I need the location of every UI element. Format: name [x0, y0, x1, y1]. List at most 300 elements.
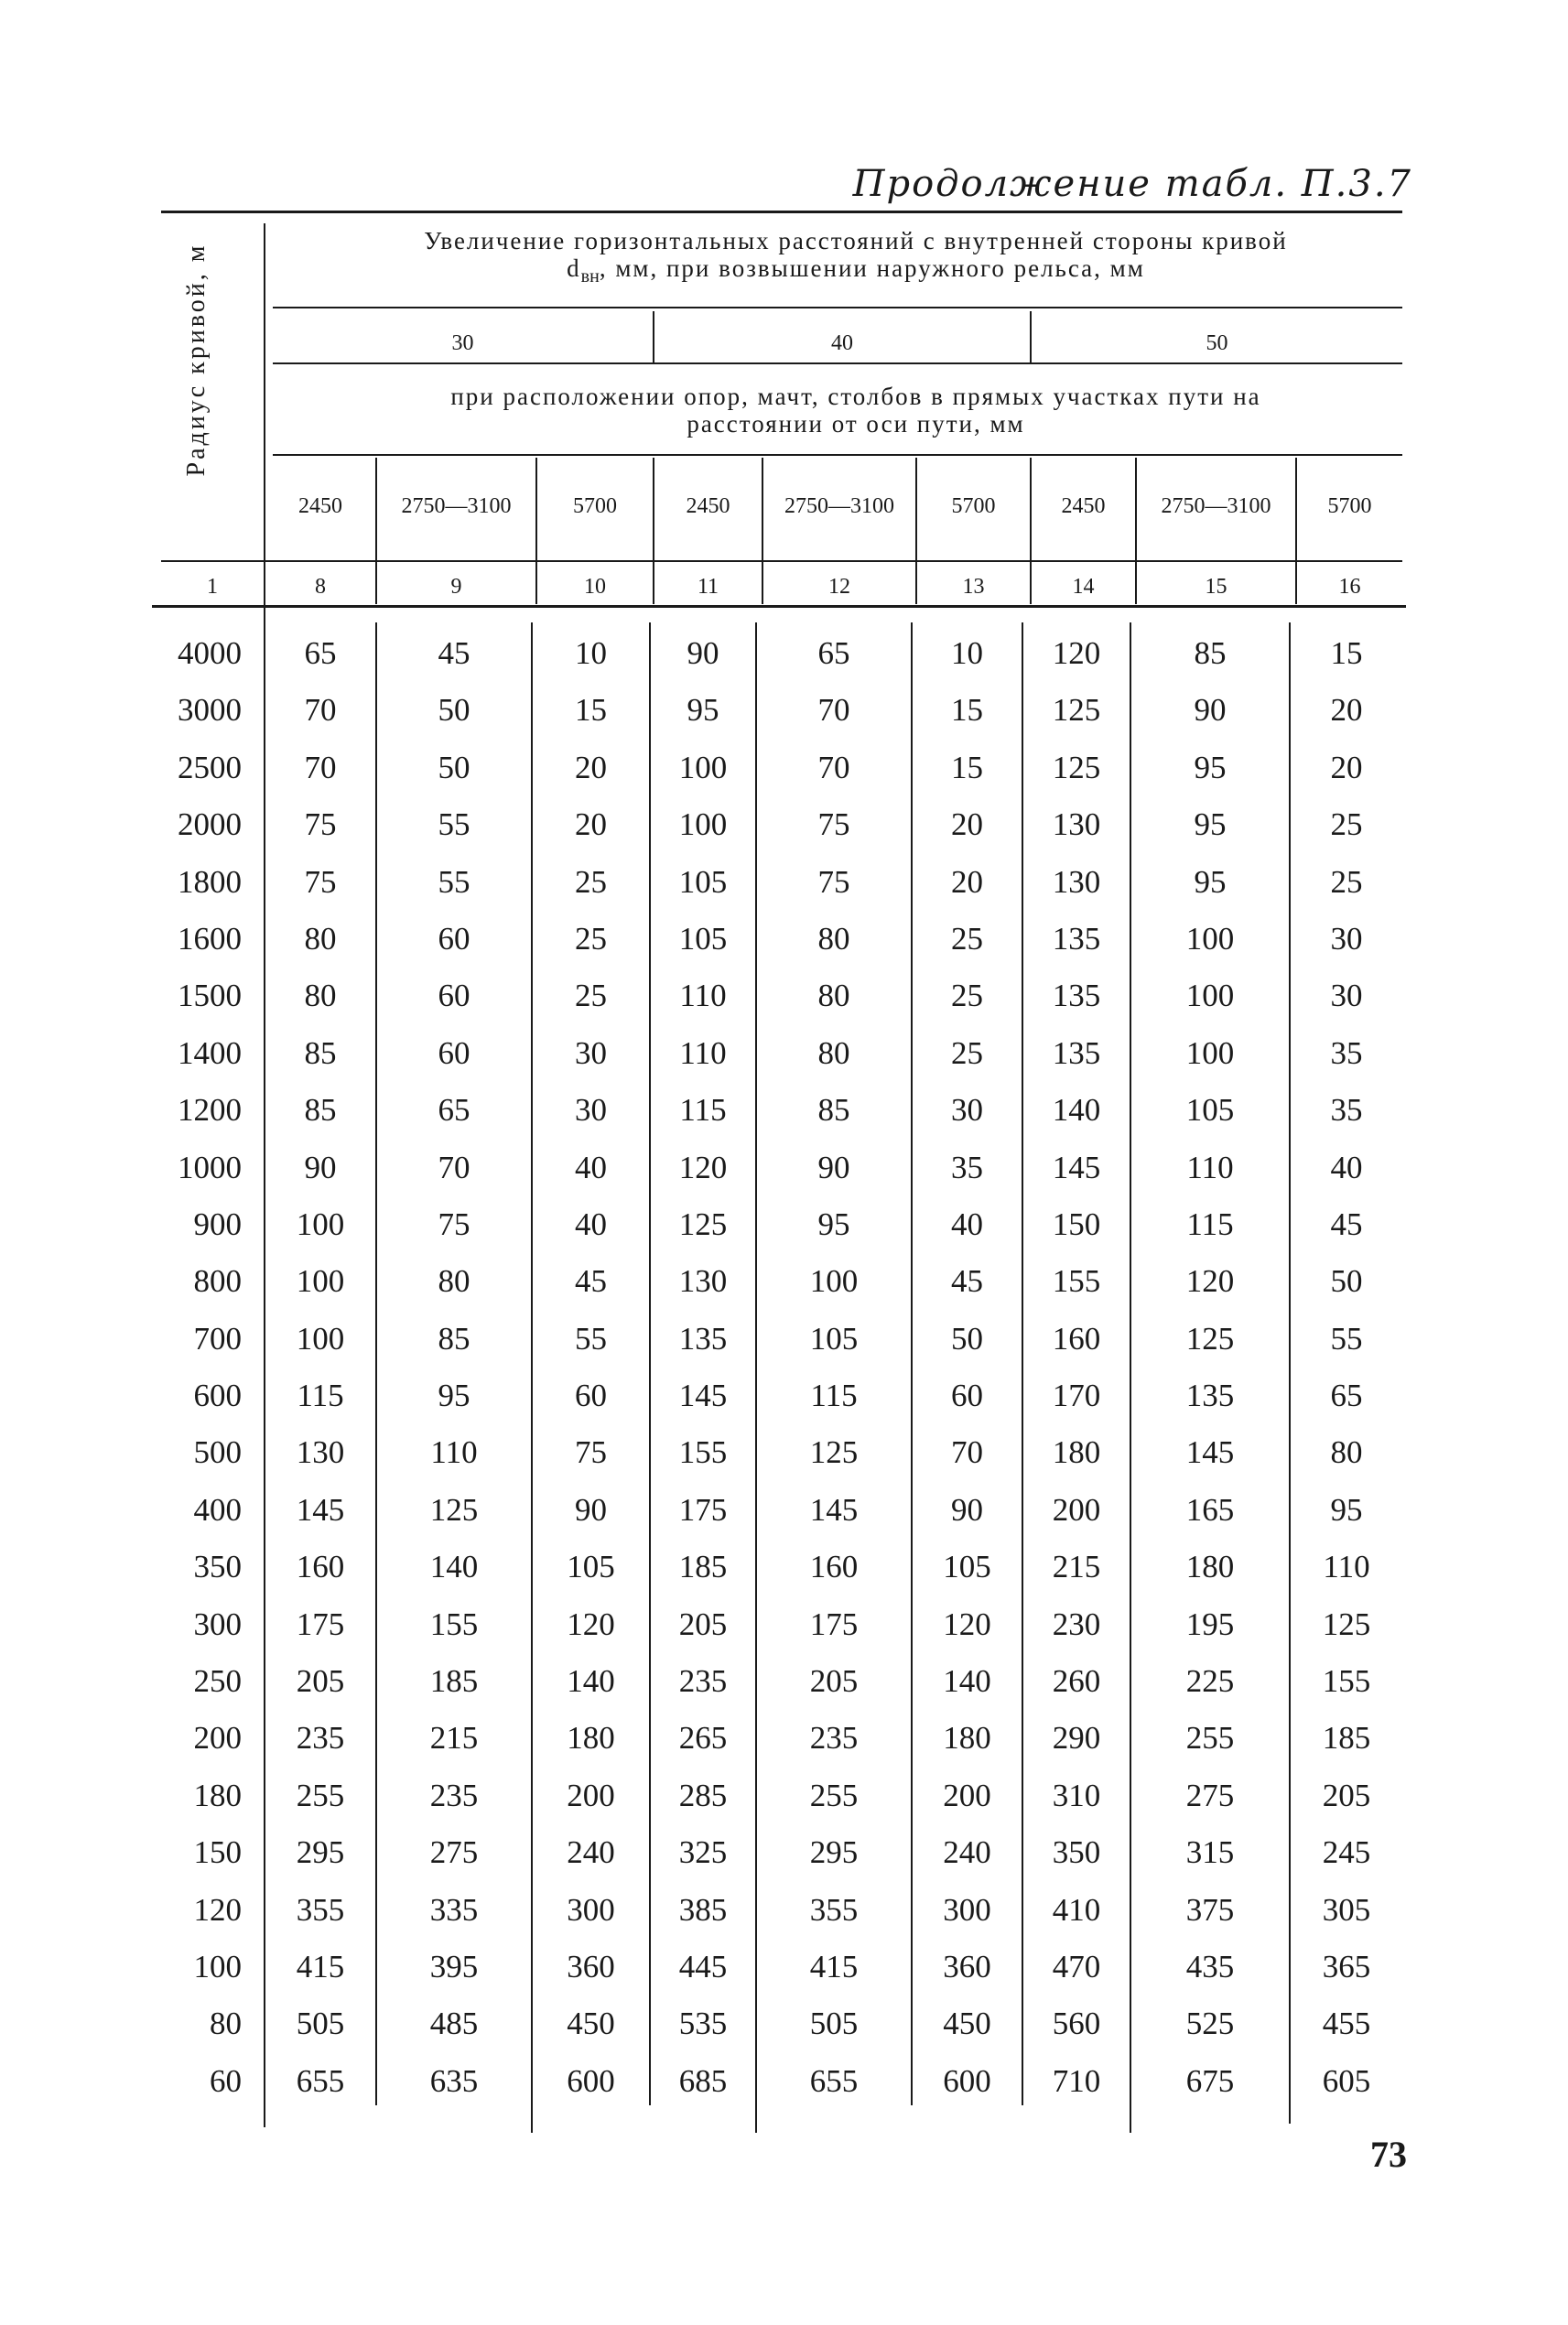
table-cell: 30 [1330, 920, 1363, 957]
table-cell: 180 [567, 1720, 615, 1757]
table-cell: 600 [193, 1378, 242, 1414]
table-cell: 110 [1323, 1549, 1370, 1585]
table-cell: 160 [1052, 1320, 1101, 1357]
table-cell: 265 [678, 1720, 728, 1757]
table-cell: 95 [1330, 1491, 1363, 1528]
table-cell: 120 [567, 1606, 615, 1642]
table-cell: 505 [809, 2006, 859, 2042]
table-cell: 100 [296, 1263, 345, 1300]
table-cell: 140 [943, 1663, 991, 1700]
table-cell: 115 [297, 1378, 344, 1414]
table-cell: 175 [296, 1606, 345, 1642]
table-cell: 85 [817, 1092, 850, 1129]
table-cell: 140 [567, 1663, 615, 1700]
table-cell: 3000 [178, 692, 242, 729]
table-cell: 365 [1322, 1948, 1371, 1984]
col-number-1: 1 [207, 575, 218, 599]
table-cell: 100 [678, 806, 728, 843]
table-cell: 60 [438, 920, 470, 957]
table-cell: 90 [817, 1149, 850, 1185]
table-cell: 15 [575, 692, 607, 729]
table-cell: 70 [304, 692, 337, 729]
table-cell: 80 [1330, 1434, 1363, 1471]
table-cell: 125 [1185, 1320, 1235, 1357]
table-cell: 185 [429, 1663, 479, 1700]
table-cell: 75 [304, 863, 337, 900]
table-cell: 25 [1330, 806, 1363, 843]
table-cell: 70 [304, 749, 337, 785]
table-cell: 45 [438, 635, 470, 671]
table-cell: 115 [679, 1092, 727, 1129]
table-cell: 205 [809, 1663, 859, 1700]
table-cell: 185 [1322, 1720, 1371, 1757]
table-cell: 180 [1185, 1549, 1235, 1585]
table-cell: 135 [1052, 1034, 1101, 1071]
table-cell: 60 [951, 1378, 983, 1414]
table-cell: 50 [1330, 1263, 1363, 1300]
distance-col-11: 2450 [686, 494, 730, 518]
table-cell: 25 [951, 1034, 983, 1071]
table-cell: 150 [1052, 1206, 1101, 1242]
table-cell: 185 [678, 1549, 728, 1585]
table-cell: 700 [193, 1320, 242, 1357]
table-cell: 155 [1322, 1663, 1371, 1700]
table-cell: 115 [1186, 1206, 1234, 1242]
table-cell: 385 [678, 1891, 728, 1928]
table-cell: 125 [1052, 692, 1101, 729]
table-cell: 125 [1052, 749, 1101, 785]
table-cell: 20 [1330, 692, 1363, 729]
table-cell: 100 [193, 1948, 242, 1984]
elevation-50: 50 [1206, 331, 1228, 355]
table-cell: 40 [1330, 1149, 1363, 1185]
placement-header: при расположении опор, мачт, столбов в прямых участках пути на расстоянии от оси пути, мм [450, 383, 1261, 438]
table-cell: 65 [304, 635, 337, 671]
table-cell: 655 [809, 2062, 859, 2099]
table-cell: 105 [1185, 1092, 1235, 1129]
table-cell: 90 [575, 1491, 607, 1528]
col-number-11: 11 [697, 575, 719, 599]
table-cell: 95 [1194, 863, 1227, 900]
table-cell: 100 [296, 1206, 345, 1242]
table-cell: 145 [296, 1491, 345, 1528]
table-cell: 445 [678, 1948, 728, 1984]
table-cell: 100 [1185, 978, 1235, 1014]
table-cell: 110 [430, 1434, 478, 1471]
table-cell: 285 [678, 1777, 728, 1813]
table-cell: 95 [438, 1378, 470, 1414]
table-cell: 435 [1185, 1948, 1235, 1984]
table-cell: 80 [304, 920, 337, 957]
col-number-12: 12 [828, 575, 850, 599]
table-cell: 30 [575, 1092, 607, 1129]
rule-below-placement [273, 454, 1402, 456]
page-number: 73 [1370, 2134, 1407, 2175]
table-caption: Продолжение табл. П.3.7 [852, 163, 1412, 205]
elevation-30: 30 [451, 331, 474, 355]
main-header [403, 227, 1309, 290]
table-cell: 20 [575, 806, 607, 843]
table-cell: 145 [678, 1378, 728, 1414]
table-cell: 160 [296, 1549, 345, 1585]
table-cell: 1000 [178, 1149, 242, 1185]
table-cell: 1200 [178, 1092, 242, 1129]
rule-below-elevations [273, 362, 1402, 364]
table-cell: 70 [438, 1149, 470, 1185]
table-cell: 20 [951, 806, 983, 843]
table-cell: 195 [1185, 1606, 1235, 1642]
table-cell: 200 [1052, 1491, 1101, 1528]
table-cell: 505 [296, 2006, 345, 2042]
table-cell: 200 [943, 1777, 991, 1813]
main-header-text: Увеличение горизонтальных расстояний с внутренней стороны кривой d [424, 227, 1288, 282]
table-cell: 160 [809, 1549, 859, 1585]
table-cell: 40 [575, 1206, 607, 1242]
table-cell: 70 [951, 1434, 983, 1471]
table-cell: 90 [951, 1491, 983, 1528]
table-cell: 290 [1052, 1720, 1101, 1757]
table-cell: 205 [1322, 1777, 1371, 1813]
table-cell: 225 [1185, 1663, 1235, 1700]
table-cell: 140 [429, 1549, 479, 1585]
table-cell: 500 [193, 1434, 242, 1471]
table-cell: 60 [210, 2062, 242, 2099]
table-cell: 155 [429, 1606, 479, 1642]
table-cell: 95 [1194, 749, 1227, 785]
table-cell: 50 [438, 749, 470, 785]
table-cell: 450 [943, 2006, 991, 2042]
table-cell: 260 [1052, 1663, 1101, 1700]
table-cell: 235 [296, 1720, 345, 1757]
table-cell: 75 [304, 806, 337, 843]
col-number-14: 14 [1072, 575, 1095, 599]
table-cell: 300 [567, 1891, 615, 1928]
table-cell: 415 [296, 1948, 345, 1984]
table-cell: 80 [817, 978, 850, 1014]
table-cell: 145 [809, 1491, 859, 1528]
table-cell: 85 [1194, 635, 1227, 671]
table-cell: 2000 [178, 806, 242, 843]
table-cell: 215 [429, 1720, 479, 1757]
table-cell: 45 [1330, 1206, 1363, 1242]
table-cell: 85 [304, 1034, 337, 1071]
table-cell: 600 [567, 2062, 615, 2099]
table-cell: 1800 [178, 863, 242, 900]
table-cell: 235 [809, 1720, 859, 1757]
table-cell: 105 [809, 1320, 859, 1357]
distance-col-9: 2750—3100 [401, 494, 512, 518]
col-number-10: 10 [584, 575, 606, 599]
table-cell: 25 [575, 978, 607, 1014]
table-cell: 255 [809, 1777, 859, 1813]
table-cell: 315 [1185, 1834, 1235, 1871]
table-cell: 560 [1052, 2006, 1101, 2042]
table-cell: 105 [943, 1549, 991, 1585]
table-cell: 175 [678, 1491, 728, 1528]
table-cell: 80 [817, 920, 850, 957]
table-cell: 1500 [178, 978, 242, 1014]
table-cell: 110 [679, 1034, 727, 1071]
table-cell: 635 [429, 2062, 479, 2099]
table-cell: 400 [193, 1491, 242, 1528]
rule-below-title [273, 307, 1402, 308]
table-cell: 100 [809, 1263, 859, 1300]
table-cell: 45 [951, 1263, 983, 1300]
table-cell: 900 [193, 1206, 242, 1242]
table-cell: 75 [817, 863, 850, 900]
table-cell: 360 [567, 1948, 615, 1984]
table-cell: 100 [1185, 1034, 1235, 1071]
table-cell: 600 [943, 2062, 991, 2099]
table-cell: 235 [678, 1663, 728, 1700]
table-cell: 2500 [178, 749, 242, 785]
table-cell: 100 [1185, 920, 1235, 957]
table-cell: 655 [296, 2062, 345, 2099]
table-cell: 120 [943, 1606, 991, 1642]
table-cell: 25 [1330, 863, 1363, 900]
table-cell: 105 [567, 1549, 615, 1585]
main-header-tail: , мм, при возвышении наружного рельса, мм [599, 254, 1145, 282]
table-cell: 120 [678, 1149, 728, 1185]
main-header-subscript: вн [580, 266, 600, 287]
column-radius [156, 625, 242, 2110]
table-cell: 130 [678, 1263, 728, 1300]
table-cell: 60 [575, 1378, 607, 1414]
table-cell: 90 [687, 635, 719, 671]
table-cell: 25 [951, 978, 983, 1014]
table-cell: 25 [575, 920, 607, 957]
table-cell: 395 [429, 1948, 479, 1984]
table-cell: 170 [1052, 1378, 1101, 1414]
distance-col-15: 2750—3100 [1161, 494, 1271, 518]
table-cell: 375 [1185, 1891, 1235, 1928]
table-cell: 90 [1194, 692, 1227, 729]
table-cell: 15 [1330, 635, 1363, 671]
column-13 [913, 625, 1022, 2110]
table-cell: 95 [687, 692, 719, 729]
column-16 [1291, 625, 1402, 2110]
table-cell: 50 [951, 1320, 983, 1357]
table-cell: 30 [575, 1034, 607, 1071]
table-cell: 240 [943, 1834, 991, 1871]
table-cell: 15 [951, 692, 983, 729]
table-cell: 180 [943, 1720, 991, 1757]
rule-above-numbers [161, 560, 1402, 562]
table-cell: 85 [304, 1092, 337, 1129]
table-cell: 215 [1052, 1549, 1101, 1585]
col-number-13: 13 [962, 575, 985, 599]
table-cell: 65 [817, 635, 850, 671]
table-cell: 40 [951, 1206, 983, 1242]
table-cell: 80 [817, 1034, 850, 1071]
col-number-16: 16 [1338, 575, 1361, 599]
table-cell: 130 [1052, 806, 1101, 843]
table-cell: 115 [810, 1378, 858, 1414]
table-cell: 45 [575, 1263, 607, 1300]
table-cell: 275 [429, 1834, 479, 1871]
distance-col-10: 5700 [573, 494, 617, 518]
table-cell: 325 [678, 1834, 728, 1871]
table-cell: 95 [1194, 806, 1227, 843]
table-cell: 4000 [178, 635, 242, 671]
table-cell: 300 [193, 1606, 242, 1642]
table-cell: 305 [1322, 1891, 1371, 1928]
table-cell: 150 [193, 1834, 242, 1871]
table-cell: 245 [1322, 1834, 1371, 1871]
table-cell: 125 [678, 1206, 728, 1242]
table-cell: 65 [1330, 1378, 1363, 1414]
column-14 [1023, 625, 1130, 2110]
table-cell: 355 [296, 1891, 345, 1928]
table-cell: 90 [304, 1149, 337, 1185]
table-cell: 250 [193, 1663, 242, 1700]
table-cell: 140 [1052, 1092, 1101, 1129]
table-cell: 10 [951, 635, 983, 671]
table-cell: 125 [809, 1434, 859, 1471]
table-cell: 80 [438, 1263, 470, 1300]
distance-col-16: 5700 [1327, 494, 1372, 518]
col-number-9: 9 [450, 575, 462, 599]
table-cell: 255 [1185, 1720, 1235, 1757]
table-cell: 145 [1185, 1434, 1235, 1471]
column-8 [265, 625, 375, 2110]
table-cell: 75 [438, 1206, 470, 1242]
col-number-8: 8 [315, 575, 326, 599]
table-cell: 360 [943, 1948, 991, 1984]
table-cell: 10 [575, 635, 607, 671]
table-cell: 70 [817, 749, 850, 785]
table-cell: 30 [1330, 978, 1363, 1014]
table-cell: 470 [1052, 1948, 1101, 1984]
table-cell: 410 [1052, 1891, 1101, 1928]
table-cell: 95 [817, 1206, 850, 1242]
table-cell: 135 [678, 1320, 728, 1357]
radius-column-header: Радиус кривой, м [182, 243, 211, 477]
table-cell: 50 [438, 692, 470, 729]
column-10 [533, 625, 649, 2110]
table-cell: 120 [193, 1891, 242, 1928]
table-cell: 110 [679, 978, 727, 1014]
table-cell: 110 [1186, 1149, 1234, 1185]
table-cell: 85 [438, 1320, 470, 1357]
table-cell: 75 [817, 806, 850, 843]
table-cell: 55 [438, 863, 470, 900]
table-cell: 60 [438, 1034, 470, 1071]
column-15 [1131, 625, 1289, 2110]
table-cell: 30 [951, 1092, 983, 1129]
table-cell: 135 [1185, 1378, 1235, 1414]
table-cell: 55 [575, 1320, 607, 1357]
table-cell: 240 [567, 1834, 615, 1871]
table-cell: 525 [1185, 2006, 1235, 2042]
table-cell: 35 [951, 1149, 983, 1185]
table-cell: 350 [1052, 1834, 1101, 1871]
table-cell: 295 [809, 1834, 859, 1871]
rule-below-numbers [152, 605, 1406, 608]
table-cell: 80 [304, 978, 337, 1014]
table-cell: 35 [1330, 1092, 1363, 1129]
table-cell: 155 [678, 1434, 728, 1471]
table-cell: 165 [1185, 1491, 1235, 1528]
table-cell: 125 [429, 1491, 479, 1528]
table-cell: 1400 [178, 1034, 242, 1071]
table-cell: 100 [296, 1320, 345, 1357]
table-cell: 275 [1185, 1777, 1235, 1813]
table-cell: 105 [678, 863, 728, 900]
table-cell: 675 [1185, 2062, 1235, 2099]
table-cell: 205 [296, 1663, 345, 1700]
distance-col-14: 2450 [1061, 494, 1106, 518]
table-cell: 800 [193, 1263, 242, 1300]
table-cell: 300 [943, 1891, 991, 1928]
table-cell: 55 [438, 806, 470, 843]
table-cell: 15 [951, 749, 983, 785]
distance-col-8: 2450 [298, 494, 342, 518]
table-cell: 415 [809, 1948, 859, 1984]
elevation-40: 40 [831, 331, 853, 355]
table-cell: 25 [951, 920, 983, 957]
table-cell: 60 [438, 978, 470, 1014]
distance-col-13: 5700 [951, 494, 996, 518]
table-cell: 235 [429, 1777, 479, 1813]
table-cell: 175 [809, 1606, 859, 1642]
table-cell: 25 [575, 863, 607, 900]
table-cell: 710 [1052, 2062, 1101, 2099]
table-cell: 355 [809, 1891, 859, 1928]
table-cell: 135 [1052, 978, 1101, 1014]
col-number-15: 15 [1205, 575, 1227, 599]
table-cell: 145 [1052, 1149, 1101, 1185]
table-cell: 155 [1052, 1263, 1101, 1300]
table-cell: 40 [575, 1149, 607, 1185]
table-cell: 125 [1322, 1606, 1371, 1642]
column-11 [651, 625, 755, 2110]
table-cell: 135 [1052, 920, 1101, 957]
table-cell: 20 [575, 749, 607, 785]
table-cell: 295 [296, 1834, 345, 1871]
column-9 [377, 625, 531, 2110]
table-cell: 255 [296, 1777, 345, 1813]
table-cell: 130 [296, 1434, 345, 1471]
table-cell: 80 [210, 2006, 242, 2042]
column-12 [757, 625, 911, 2110]
table-cell: 350 [193, 1549, 242, 1585]
table-cell: 120 [1052, 635, 1101, 671]
table-cell: 455 [1322, 2006, 1371, 2042]
table-cell: 180 [193, 1777, 242, 1813]
table-cell: 205 [678, 1606, 728, 1642]
table-cell: 1600 [178, 920, 242, 957]
table-cell: 685 [678, 2062, 728, 2099]
table-cell: 605 [1322, 2062, 1371, 2099]
top-rule [161, 211, 1402, 213]
table-cell: 65 [438, 1092, 470, 1129]
table-cell: 130 [1052, 863, 1101, 900]
table-cell: 20 [951, 863, 983, 900]
table-cell: 200 [193, 1720, 242, 1757]
table-cell: 105 [678, 920, 728, 957]
table-cell: 200 [567, 1777, 615, 1813]
table-cell: 180 [1052, 1434, 1101, 1471]
table-cell: 55 [1330, 1320, 1363, 1357]
table-cell: 120 [1185, 1263, 1235, 1300]
table-cell: 20 [1330, 749, 1363, 785]
table-cell: 535 [678, 2006, 728, 2042]
table-cell: 100 [678, 749, 728, 785]
table-cell: 70 [817, 692, 850, 729]
table-cell: 230 [1052, 1606, 1101, 1642]
table-cell: 310 [1052, 1777, 1101, 1813]
